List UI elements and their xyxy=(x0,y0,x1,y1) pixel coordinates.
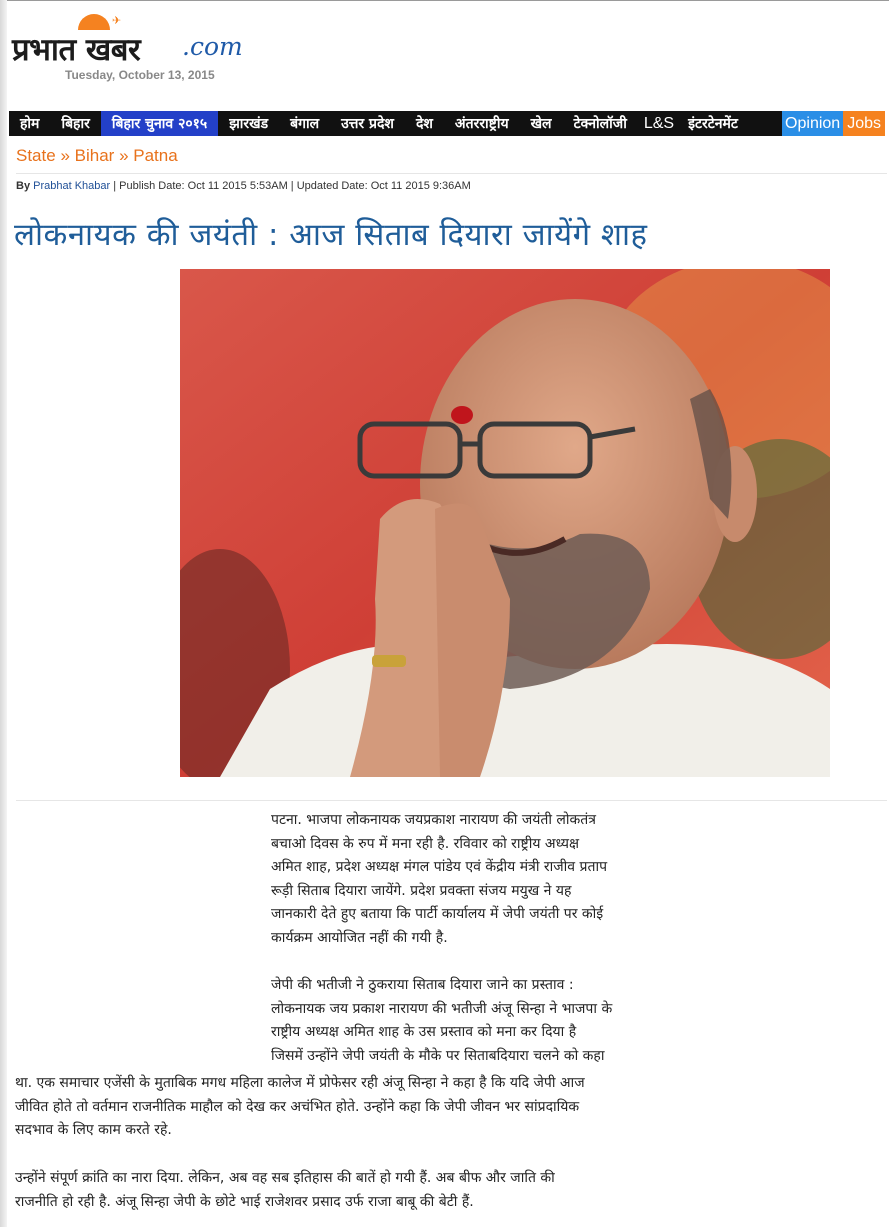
paragraph-line: पटना. भाजपा लोकनायक जयप्रकाश नारायण की जयंती लोकतंत्र xyxy=(271,812,597,828)
nav-technology[interactable]: टेक्नोलॉजी xyxy=(573,116,627,132)
photo-illustration xyxy=(180,269,830,777)
nav-bihar[interactable]: बिहार xyxy=(61,116,90,132)
nav-home[interactable]: होम xyxy=(20,116,40,132)
paragraph-line: जिसमें उन्होंने जेपी जयंती के मौके पर सिताबदियारा चलने को कहा xyxy=(271,1047,605,1064)
logo-domain: .com xyxy=(182,32,243,61)
paragraph-line: रूड़ी सिताब दियारा जायेंगे. प्रदेश प्रवक्ता संजय मयुख ने यह xyxy=(271,882,572,899)
photo-divider xyxy=(16,800,887,801)
main-nav xyxy=(9,111,885,136)
byline-separator: | xyxy=(290,180,294,192)
byline-by: By xyxy=(16,180,31,192)
breadcrumb-state[interactable]: State xyxy=(16,146,56,165)
article-photo xyxy=(180,269,830,777)
paragraph-line: था. एक समाचार एजेंसी के मुताबिक मगध महिला कालेज में प्रोफेसर रही अंजू सिन्हा ने कहा है कि यदि जेपी आज xyxy=(15,1075,585,1091)
article-paragraph xyxy=(271,974,656,1068)
publish-date: Publish Date: Oct 11 2015 5:53AM xyxy=(119,180,288,192)
byline-separator: | xyxy=(113,180,117,192)
article-paragraph xyxy=(15,1072,660,1143)
breadcrumb-bihar[interactable]: Bihar xyxy=(74,146,115,165)
logo-text: प्रभात खबर xyxy=(12,32,141,68)
paragraph-line: उन्होंने संपूर्ण क्रांति का नारा दिया. लेकिन, अब वह सब इतिहास की बातें हो गयी हैं. अब बीफ और जाति की xyxy=(15,1170,555,1186)
nav-international[interactable]: अंतरराष्ट्रीय xyxy=(454,116,509,132)
nav-opinion[interactable]: Opinion xyxy=(782,111,843,136)
paragraph-line: अमित शाह, प्रदेश अध्यक्ष मंगल पांडेय एवं केंद्रीय मंत्री राजीव प्रताप xyxy=(271,859,608,875)
byline-author[interactable]: Prabhat Khabar xyxy=(33,180,111,192)
nav-sports[interactable]: खेल xyxy=(530,116,552,132)
paragraph-line: सदभाव के लिए काम करते रहे. xyxy=(15,1122,172,1138)
bird-icon: ✈ xyxy=(112,14,122,27)
top-border xyxy=(0,0,889,1)
nav-desh[interactable]: देश xyxy=(415,116,433,132)
nav-ls[interactable]: L&S xyxy=(643,114,675,132)
article-paragraph xyxy=(271,809,656,950)
paragraph-line: लोकनायक जय प्रकाश नारायण की भतीजी अंजू सिन्हा ने भाजपा के xyxy=(271,1000,613,1017)
breadcrumb-divider xyxy=(16,173,887,174)
paragraph-line: जेपी की भतीजी ने ठुकराया सिताब दियारा जाने का प्रस्ताव : xyxy=(271,977,574,993)
paragraph-line: राजनीति हो रही है. अंजू सिन्हा जेपी के छोटे भाई राजेशवर प्रसाद उर्फ राजा बाबू की बेटी हैं. xyxy=(15,1193,474,1210)
nav-jharkhand[interactable]: झारखंड xyxy=(229,116,269,132)
byline xyxy=(16,180,471,192)
paragraph-line: जीवित होते तो वर्तमान राजनीतिक माहौल को देख कर अचंभित होते. उन्होंने कहा कि जेपी जीवन भर सांप्रदायिक xyxy=(15,1098,580,1115)
updated-date: Updated Date: Oct 11 2015 9:36AM xyxy=(296,180,471,192)
nav-entertainment[interactable]: इंटरटेनमेंट xyxy=(688,116,738,132)
nav-uttar-pradesh[interactable]: उत्तर प्रदेश xyxy=(341,116,394,132)
article-paragraph xyxy=(15,1167,660,1214)
nav-jobs[interactable]: Jobs xyxy=(843,111,885,136)
paragraph-line: कार्यक्रम आयोजित नहीं की गयी है. xyxy=(271,929,448,946)
breadcrumb-separator: » xyxy=(60,146,70,165)
nav-bihar-election[interactable]: बिहार चुनाव २०१५ xyxy=(101,111,218,136)
breadcrumb-patna[interactable]: Patna xyxy=(133,146,178,165)
paragraph-line: राष्ट्रीय अध्यक्ष अमित शाह के उस प्रस्ताव को मना कर दिया है xyxy=(271,1024,577,1040)
paragraph-line: बचाओ दिवस के रुप में मना रही है. रविवार को राष्ट्रीय अध्यक्ष xyxy=(271,835,580,852)
breadcrumb xyxy=(16,146,178,166)
left-edge xyxy=(0,0,7,1227)
article-headline: लोकनायक की जयंती : आज सिताब दियारा जायेंगे शाह xyxy=(14,217,648,253)
breadcrumb-separator: » xyxy=(119,146,129,165)
nav-bengal[interactable]: बंगाल xyxy=(290,116,320,132)
current-date: Tuesday, October 13, 2015 xyxy=(65,68,215,82)
site-logo[interactable] xyxy=(12,14,282,70)
paragraph-line: जानकारी देते हुए बताया कि पार्टी कार्यालय में जेपी जयंती पर कोई xyxy=(271,906,604,922)
